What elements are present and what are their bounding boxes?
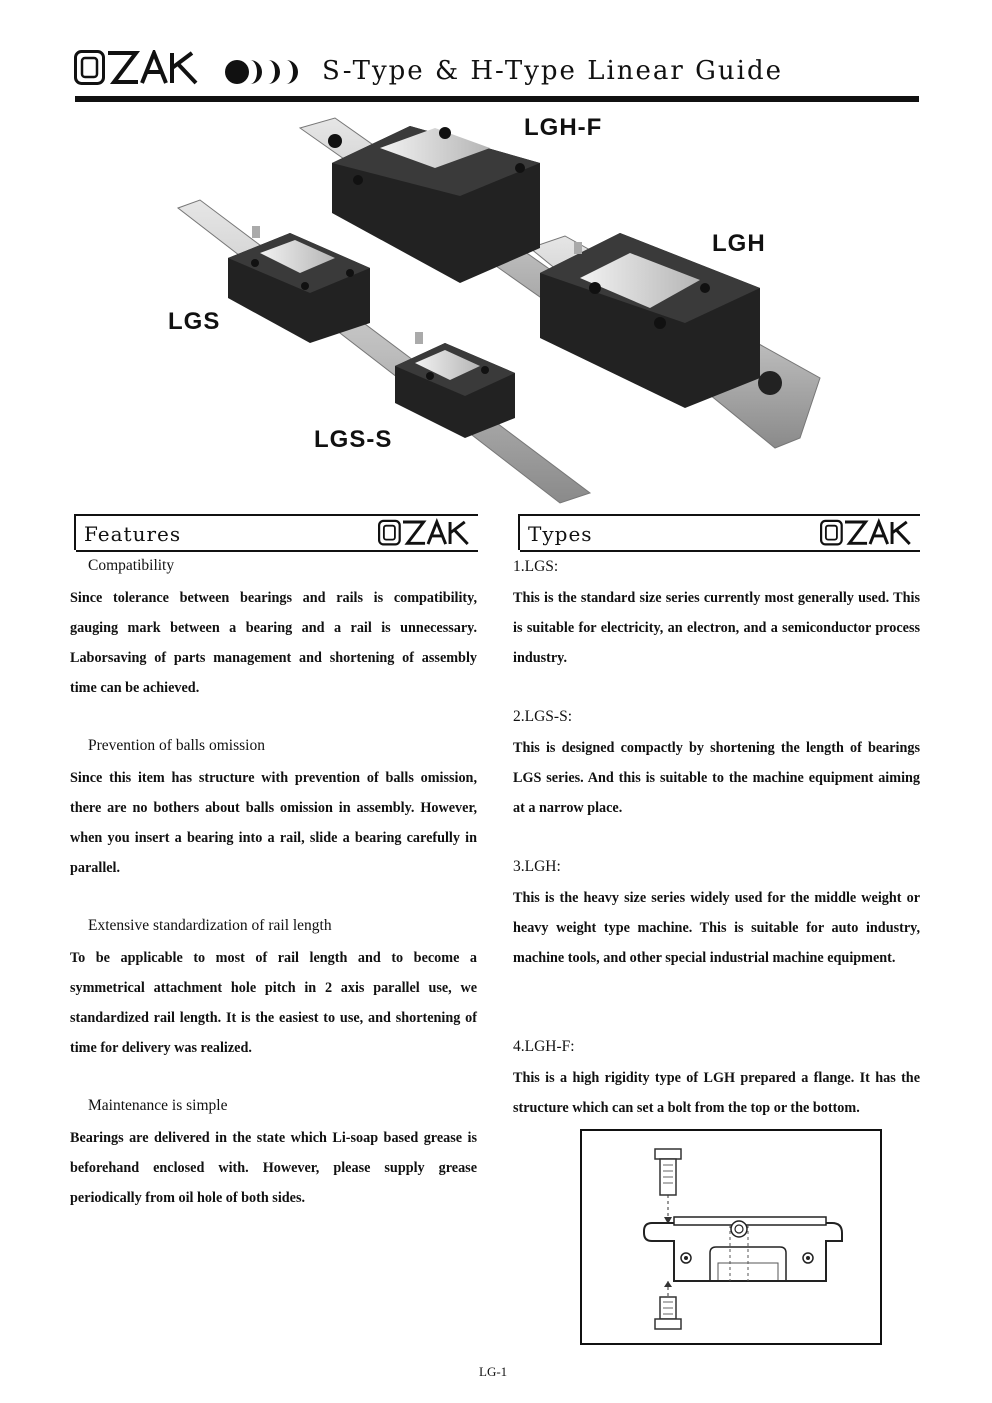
page-title: S-Type & H-Type Linear Guide [322,56,783,86]
feature-text: Since tolerance between bearings and rails is compatibility, gauging mark between a bearing and a rail is unnecessary. Laborsaving of parts management and shortening of assembly time can be achieved. [70,590,477,696]
feature-text: Since this item has structure with prevention of balls omission, there are no bothers about balls omission in assembly. However, when you insert a bearing into a rail, slide a bearing carefully in parallel. [70,770,477,876]
flange-diagram [580,1129,882,1345]
feature-text: Bearings are delivered in the state which Li-soap based grease is beforehand enclosed with. However, please supply grease periodically from oil hole of both sides. [70,1130,477,1206]
header-rule [75,96,919,102]
type-text: This is a high rigidity type of LGH prepared a flange. It has the structure which can set a bolt from the top or the bottom. [513,1070,920,1116]
type-heading: 4.LGH-F: [513,1038,575,1055]
feature-heading: Prevention of balls omission [88,737,265,754]
types-logo [820,518,920,548]
type-text: This is the standard size series currently most generally used. This is suitable for electricity, an electron, and a semiconductor process industry. [513,590,920,666]
features-logo [378,518,478,548]
feature-text: To be applicable to most of rail length and to become a symmetrical attachment hole pitch in 2 axis parallel use, we standardized rail length. It is the easiest to use, and shortening of time for delivery was realized. [70,950,477,1056]
type-heading: 3.LGH: [513,858,561,875]
feature-heading: Extensive standardization of rail length [88,917,332,934]
header [0,0,992,110]
product-photo [160,108,840,508]
features-title: Features [84,522,182,546]
type-text: This is designed compactly by shortening the length of bearings LGS series. And this is suitable to the machine equipment aiming at a narrow place. [513,740,920,816]
page-number: LG-1 [479,1364,508,1379]
feature-heading: Maintenance is simple [88,1097,228,1114]
types-title: Types [528,522,593,546]
type-heading: 2.LGS-S: [513,708,572,725]
label-lgh: LGH [712,230,766,257]
type-heading: 1.LGS: [513,558,559,575]
header-dots-icon [224,58,308,86]
label-lgs: LGS [168,308,221,335]
features-header [74,514,478,550]
feature-heading: Compatibility [88,557,175,574]
types-header [518,514,920,550]
label-lghf: LGH-F [524,114,603,141]
brand-logo [74,50,210,86]
type-text: This is the heavy size series widely used for the middle weight or heavy weight type machine. This is suitable for auto industry, machine tools, and other special industrial machine equipment. [513,890,920,966]
label-lgss: LGS-S [314,426,393,453]
